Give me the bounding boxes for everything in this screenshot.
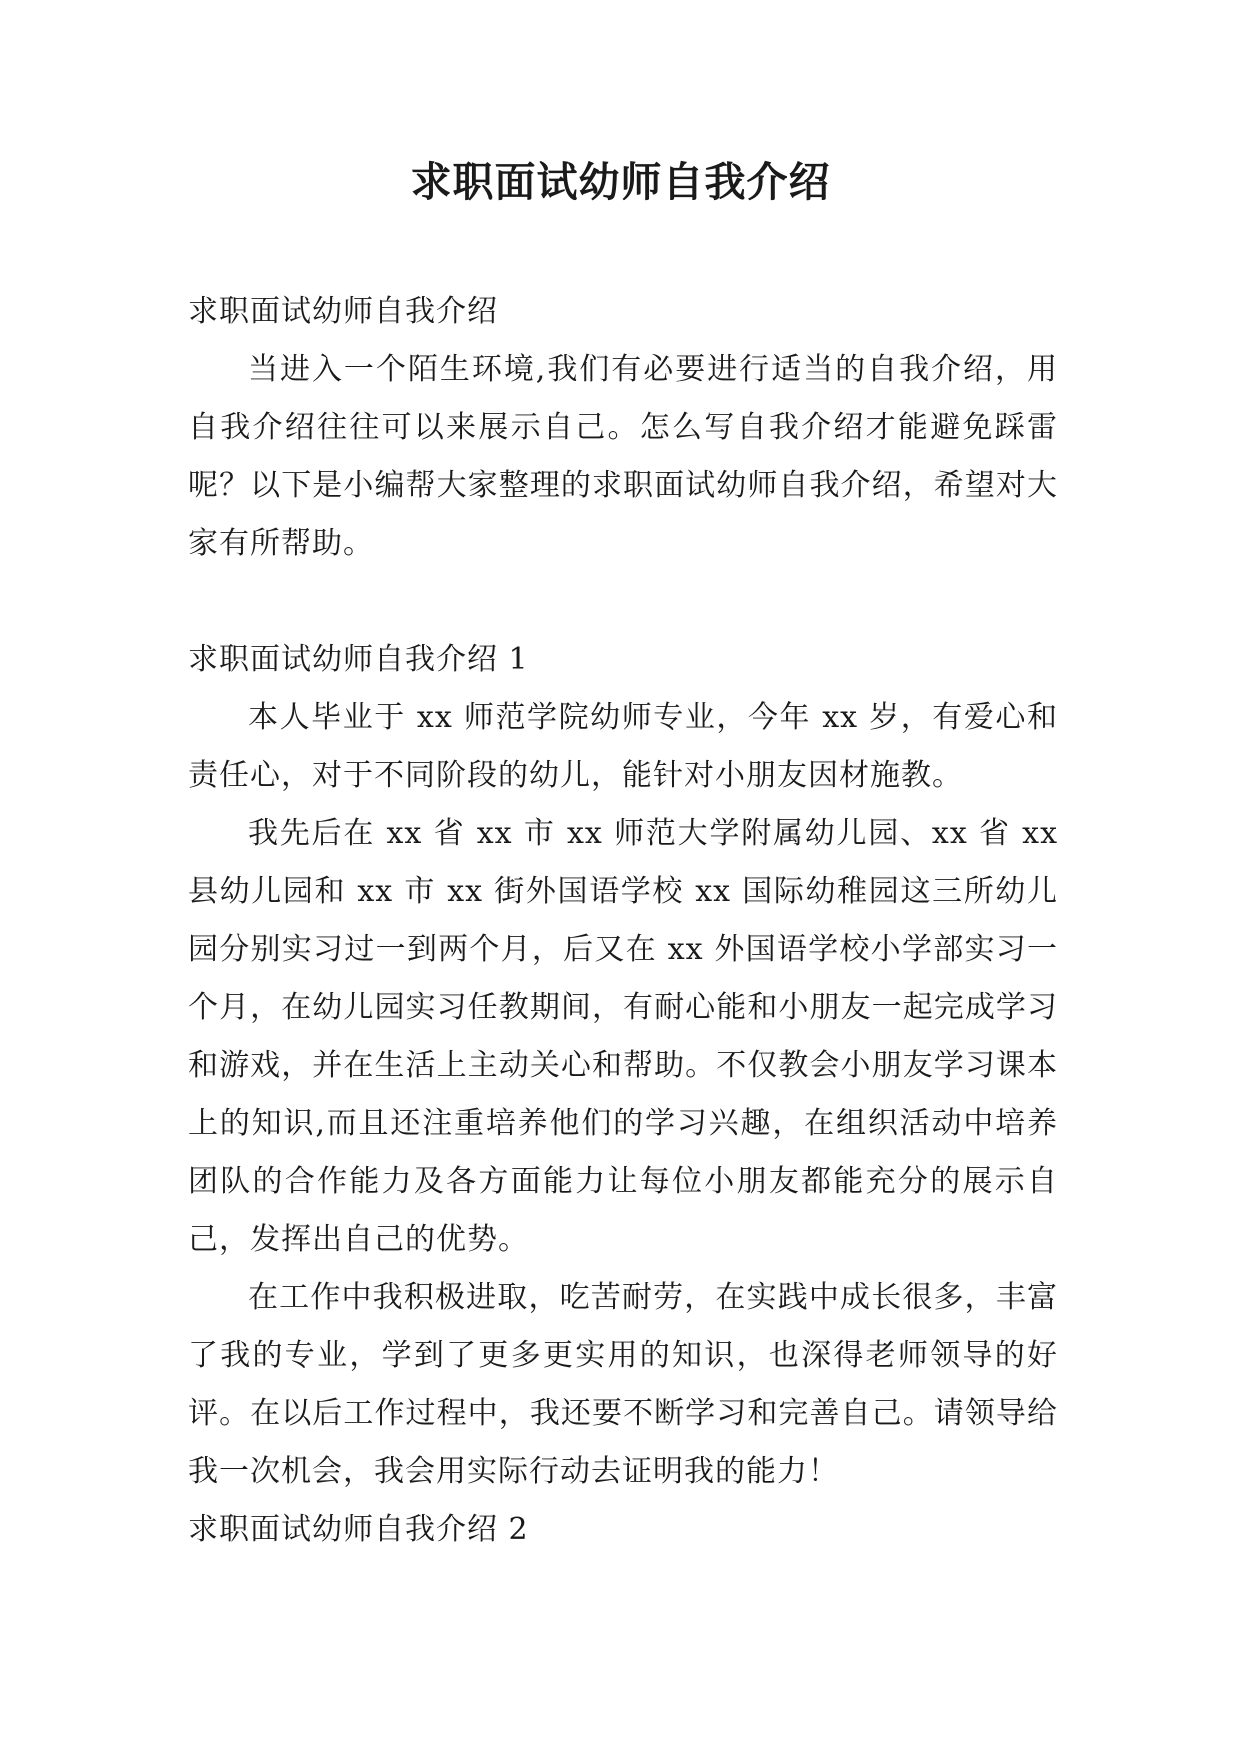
section2-heading: 求职面试幼师自我介绍 2 <box>188 1512 529 1547</box>
document-title: 求职面试幼师自我介绍 <box>410 158 831 206</box>
document-body <box>188 283 1058 1559</box>
intro-paragraph: 当进入一个陌生环境,我们有必要进行适当的自我介绍，用自我介绍往往可以来展示自己。怎么写自我介绍才能避免踩雷呢？以下是小编帮大家整理的求职面试幼师自我介绍，希望对大家有所帮助。 <box>188 352 1058 561</box>
intro-heading: 求职面试幼师自我介绍 <box>188 294 498 329</box>
section1-heading: 求职面试幼师自我介绍 1 <box>188 642 529 677</box>
section1-paragraph-1: 本人毕业于 xx 师范学院幼师专业，今年 xx 岁，有爱心和责任心，对于不同阶段的幼儿，能针对小朋友因材施教。 <box>188 700 1058 793</box>
section1-paragraph-2: 我先后在 xx 省 xx 市 xx 师范大学附属幼儿园、xx 省 xx 县幼儿园和 xx 市 xx 街外国语学校 xx 国际幼稚园这三所幼儿园分别实习过一到两个月，后又在 xx 外国语学校小学部实习一个月，在幼儿园实习任教期间，有耐心能和小朋友一起完成学习和游戏，并在生活上主动关心和帮助。不仅教会小朋友学习课本上的知识,而且还注重培养他们的学习兴趣，在组织活动中培养团队的合作能力及各方面能力让每位小朋友都能充分的展示自己，发挥出自己的优势。 <box>188 816 1058 1257</box>
section-spacer <box>188 573 1058 631</box>
section1-paragraph-3: 在工作中我积极进取，吃苦耐劳，在实践中成长很多，丰富了我的专业，学到了更多更实用的知识，也深得老师领导的好评。在以后工作过程中，我还要不断学习和完善自己。请领导给我一次机会，我会用实际行动去证明我的能力！ <box>188 1280 1058 1489</box>
